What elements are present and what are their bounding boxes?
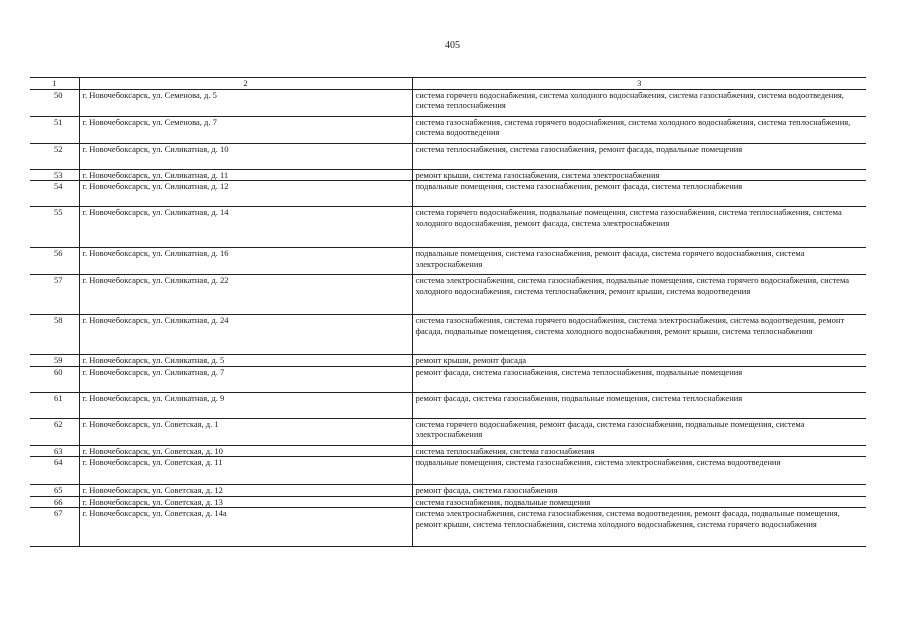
row-works: ремонт фасада, система газоснабжения, система теплоснабжения, подвальные помещения (412, 366, 866, 392)
row-address: г. Новочебоксарск, ул. Силикатная, д. 5 (79, 355, 412, 367)
row-address: г. Новочебоксарск, ул. Силикатная, д. 9 (79, 392, 412, 418)
row-works: система газоснабжения, подвальные помещения (412, 496, 866, 508)
page-number: 405 (445, 40, 460, 51)
row-works: система горячего водоснабжения, ремонт фасада, система газоснабжения, подвальные помещения, система электроснабжения (412, 418, 866, 445)
row-works: подвальные помещения, система газоснабжения, система электроснабжения, система водоотведения (412, 457, 866, 485)
row-number: 53 (30, 169, 79, 181)
row-works: ремонт крыши, ремонт фасада (412, 355, 866, 367)
row-number: 55 (30, 207, 79, 248)
row-number: 54 (30, 181, 79, 207)
row-number: 50 (30, 89, 79, 116)
row-number: 64 (30, 457, 79, 485)
row-number: 57 (30, 275, 79, 315)
row-works: система теплоснабжения, система газоснабжения, ремонт фасада, подвальные помещения (412, 143, 866, 169)
row-number: 63 (30, 445, 79, 457)
row-number: 61 (30, 392, 79, 418)
row-address: г. Новочебоксарск, ул. Советская, д. 13 (79, 496, 412, 508)
row-number: 51 (30, 116, 79, 143)
row-works: система электроснабжения, система газоснабжения, подвальные помещения, система горячего водоснабжения, система холодного водоснабжения, система теплоснабжения, ремонт крыши, система водоотведения (412, 275, 866, 315)
row-number: 65 (30, 485, 79, 497)
row-works: система горячего водоснабжения, система холодного водоснабжения, система газоснабжения, система водоотведения, система теплоснабжения (412, 89, 866, 116)
table-row (30, 89, 866, 116)
table-row (30, 143, 866, 169)
row-number: 66 (30, 496, 79, 508)
row-works: подвальные помещения, система газоснабжения, ремонт фасада, система теплоснабжения (412, 181, 866, 207)
row-address: г. Новочебоксарск, ул. Советская, д. 1 (79, 418, 412, 445)
row-number: 58 (30, 315, 79, 355)
row-works: ремонт крыши, система газоснабжения, система электроснабжения (412, 169, 866, 181)
row-address: г. Новочебоксарск, ул. Советская, д. 14а (79, 508, 412, 547)
row-number: 52 (30, 143, 79, 169)
row-works: ремонт фасада, система газоснабжения (412, 485, 866, 497)
table-row (30, 315, 866, 355)
row-address: г. Новочебоксарск, ул. Силикатная, д. 7 (79, 366, 412, 392)
table-row (30, 355, 866, 367)
table-row (30, 445, 866, 457)
row-works: ремонт фасада, система газоснабжения, подвальные помещения, система теплоснабжения (412, 392, 866, 418)
row-number: 62 (30, 418, 79, 445)
table-body (30, 89, 866, 547)
row-works: система электроснабжения, система газоснабжения, система водоотведения, ремонт фасада, подвальные помещения, ремонт крыши, система теплоснабжения, система холодного водоснабжения, система горячего водоснабжения (412, 508, 866, 547)
table-row (30, 366, 866, 392)
row-address: г. Новочебоксарск, ул. Советская, д. 11 (79, 457, 412, 485)
table-row (30, 169, 866, 181)
column-header-3: 3 (412, 78, 866, 90)
row-address: г. Новочебоксарск, ул. Семенова, д. 7 (79, 116, 412, 143)
table-row (30, 275, 866, 315)
table-row (30, 496, 866, 508)
table-row (30, 485, 866, 497)
table-row (30, 392, 866, 418)
row-address: г. Новочебоксарск, ул. Силикатная, д. 10 (79, 143, 412, 169)
row-number: 59 (30, 355, 79, 367)
column-header-1: 1 (30, 78, 79, 90)
row-works: система газоснабжения, система горячего водоснабжения, система холодного водоснабжения, система теплоснабжения, система водоотведения (412, 116, 866, 143)
table-header-row (30, 78, 866, 90)
row-address: г. Новочебоксарск, ул. Советская, д. 12 (79, 485, 412, 497)
register-table (30, 77, 866, 547)
table-row (30, 457, 866, 485)
row-address: г. Новочебоксарск, ул. Силикатная, д. 11 (79, 169, 412, 181)
row-number: 56 (30, 248, 79, 275)
table-row (30, 418, 866, 445)
row-address: г. Новочебоксарск, ул. Силикатная, д. 22 (79, 275, 412, 315)
table-row (30, 207, 866, 248)
row-address: г. Новочебоксарск, ул. Советская, д. 10 (79, 445, 412, 457)
row-address: г. Новочебоксарск, ул. Силикатная, д. 24 (79, 315, 412, 355)
table-row (30, 248, 866, 275)
table-row (30, 181, 866, 207)
table-row (30, 116, 866, 143)
row-number: 60 (30, 366, 79, 392)
column-header-2: 2 (79, 78, 412, 90)
row-works: подвальные помещения, система газоснабжения, ремонт фасада, система горячего водоснабжения, система электроснабжения (412, 248, 866, 275)
row-works: система теплоснабжения, система газоснабжения (412, 445, 866, 457)
table-row (30, 508, 866, 547)
row-address: г. Новочебоксарск, ул. Силикатная, д. 14 (79, 207, 412, 248)
row-address: г. Новочебоксарск, ул. Семенова, д. 5 (79, 89, 412, 116)
row-address: г. Новочебоксарск, ул. Силикатная, д. 12 (79, 181, 412, 207)
row-works: система горячего водоснабжения, подвальные помещения, система газоснабжения, система теплоснабжения, система холодного водоснабжения, ремонт фасада, система электроснабжения (412, 207, 866, 248)
row-address: г. Новочебоксарск, ул. Силикатная, д. 16 (79, 248, 412, 275)
row-works: система газоснабжения, система горячего водоснабжения, система электроснабжения, система водоотведения, ремонт фасада, подвальные помещения, система холодного водоснабжения, ремонт крыши, система теплоснабжения (412, 315, 866, 355)
row-number: 67 (30, 508, 79, 547)
